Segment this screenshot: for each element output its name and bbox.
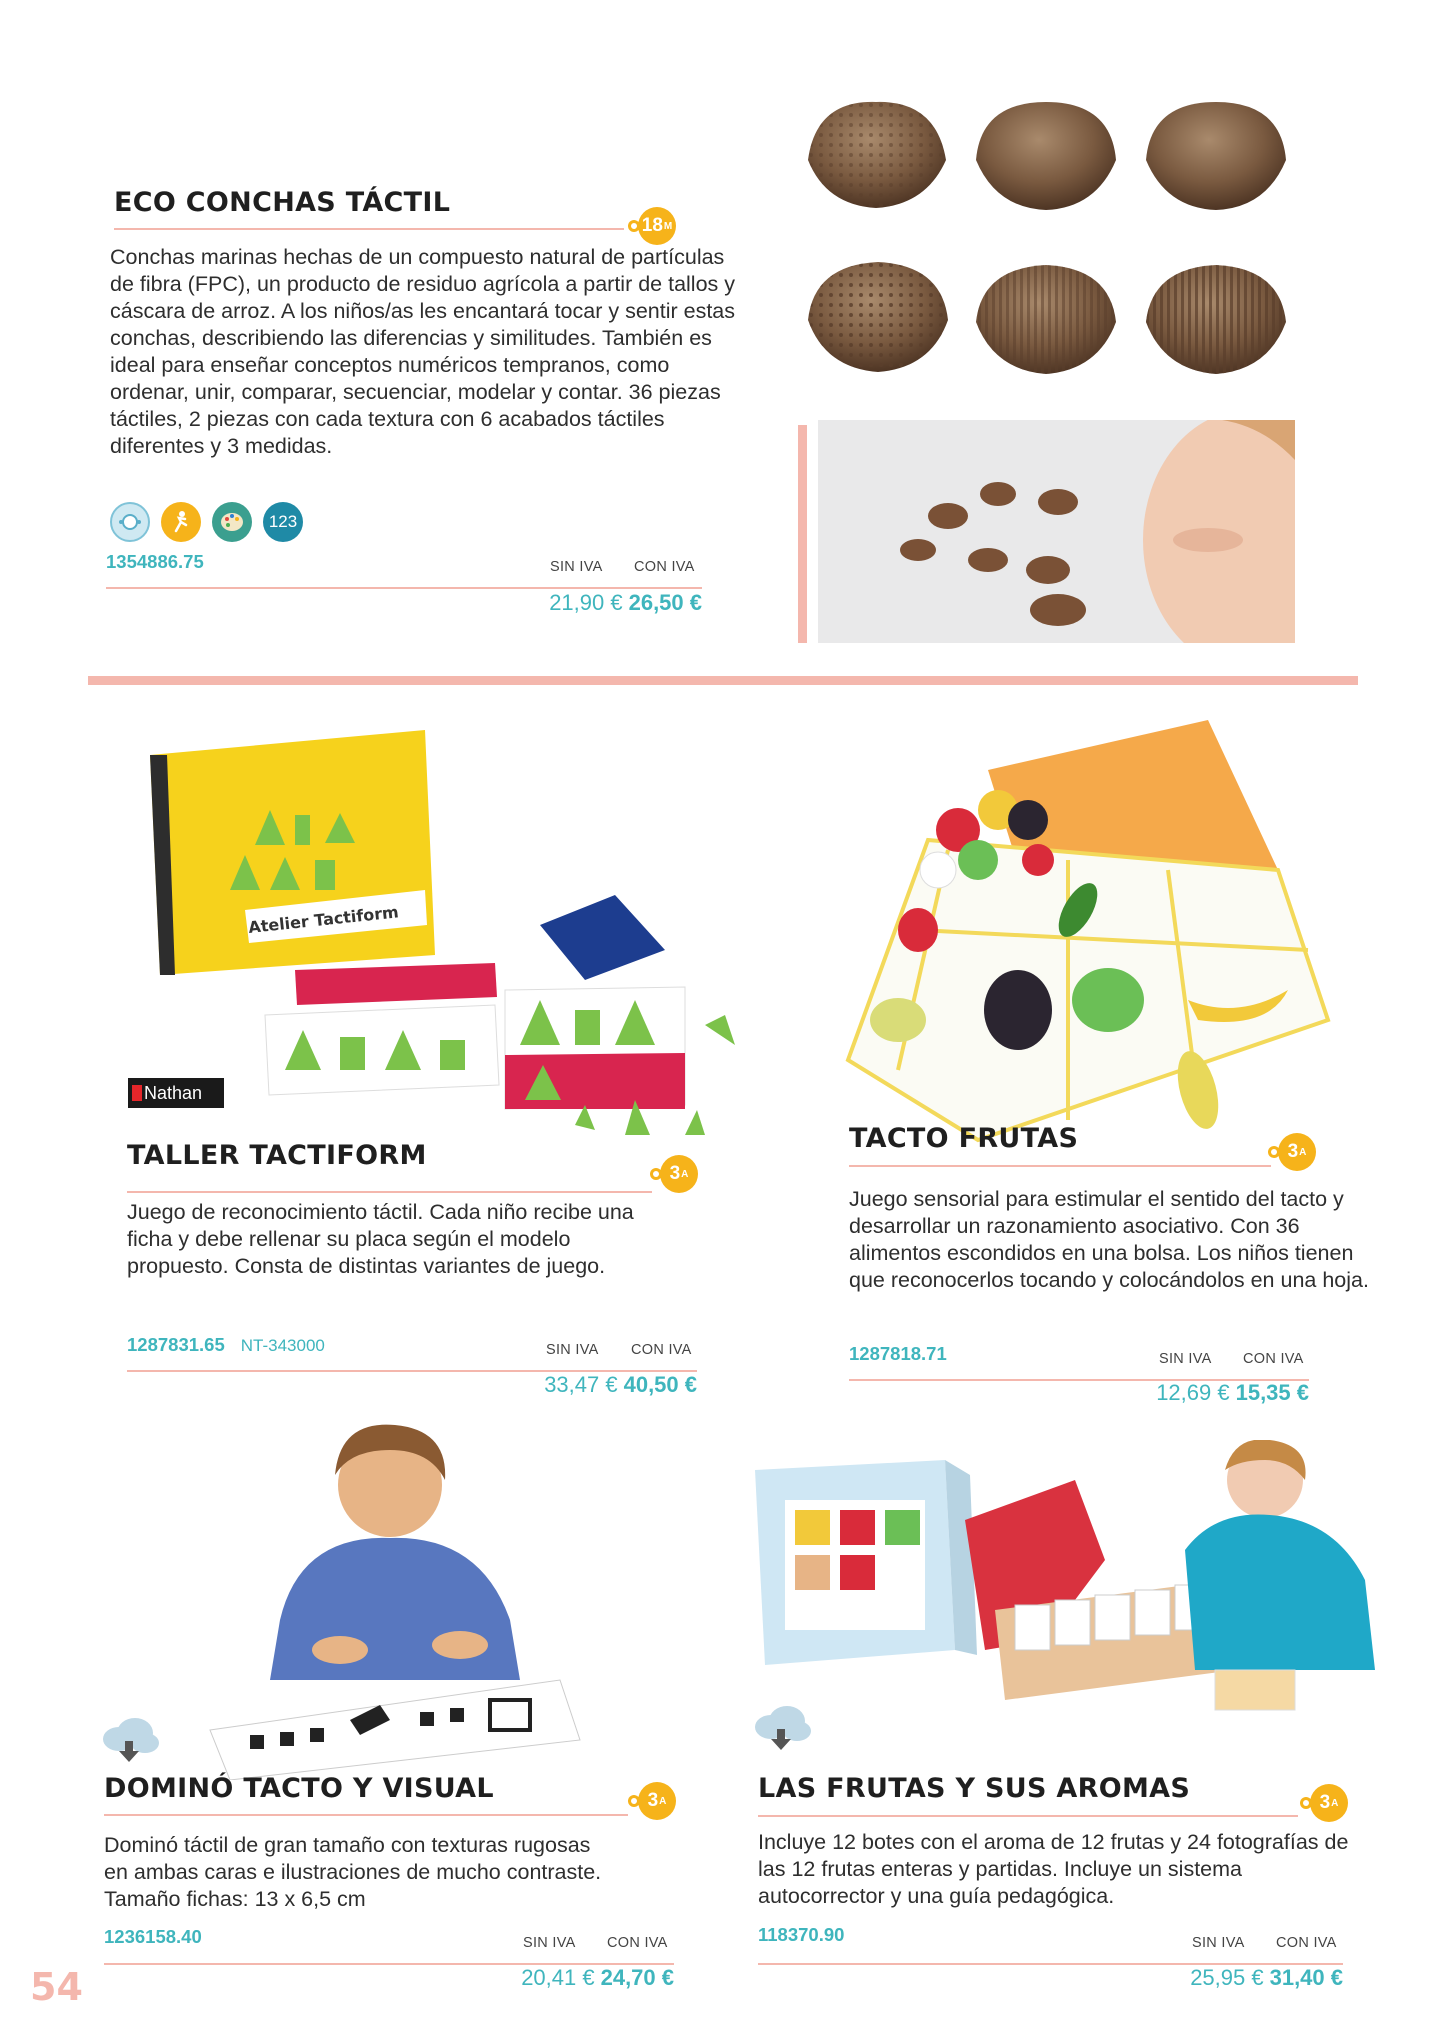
product-eco-conchas [0,0,1442,680]
price-con-iva: 15,35 € [1235,1380,1309,1405]
title-underline [849,1165,1271,1167]
product-title: TALLER TACTIFORM [127,1140,427,1171]
product-description: Dominó táctil de gran tamaño con texturas rugosas en ambas caras e ilustraciones de mucho contraste. Tamaño fichas: 13 x 6,5 cm [104,1833,602,1911]
price [395,1372,697,1398]
page-number: 54 [30,1965,83,2009]
product-taller-tactiform [0,700,800,1400]
tactiform-image [145,725,785,1145]
product-title: TACTO FRUTAS [849,1123,1079,1154]
price [1041,1965,1343,1991]
product-frutas-aromas [720,1400,1442,2040]
price-sin-iva: 25,95 € [1190,1965,1264,1990]
accent-bar [798,425,807,643]
title-underline [114,228,624,230]
price-con-iva: 31,40 € [1269,1965,1343,1990]
price-sin-iva: 12,69 € [1156,1380,1230,1405]
age-badge: 3 A [1300,1784,1348,1822]
product-ref: 1236158.40 [104,1926,202,1947]
product-ref: 1287818.71 [849,1343,947,1364]
product-title: LAS FRUTAS Y SUS AROMAS [758,1773,1191,1804]
tactile-icon [110,502,150,542]
con-iva-label: CON IVA [631,1342,692,1358]
feature-icons [110,502,303,542]
frutas-aromas-image [745,1440,1375,1750]
sin-iva-label: SIN IVA [1159,1351,1212,1367]
download-cloud-icon[interactable] [751,1703,813,1751]
tacto-frutas-image [838,720,1358,1150]
product-ref: 1287831.65 NT-343000 [127,1334,325,1355]
title-underline [758,1815,1298,1817]
domino-image [190,1420,590,1780]
con-iva-label: CON IVA [607,1935,668,1951]
title-underline [127,1191,652,1193]
product-title: ECO CONCHAS TÁCTIL [114,187,451,218]
shells-image [796,90,1296,400]
age-badge: 3 A [1268,1133,1316,1171]
product-description: Juego de reconocimiento táctil. Cada niño recibe una ficha y debe rellenar su placa según el modelo propuesto. Consta de distintas variantes de juego. [127,1200,634,1278]
age-badge: 18 M [628,207,676,245]
product-ref: 1354886.75 [106,551,204,572]
product-description: Conchas marinas hechas de un compuesto natural de partículas de fibra (FPC), un producto de residuo agrícola a partir de tallos y cáscara de arroz. A los niños/as les encantará tocar y sentir estas conchas, describiendo las diferencias y similitudes. También es ideal para enseñar conceptos numéricos tempranos, como ordenar, unir, comparar, secuenciar, modelar y contar. 36 piezas táctiles, 2 piezas con cada textura con 6 acabados táctiles diferentes y 3 medidas. [110,245,736,458]
age-badge: 3 A [628,1782,676,1820]
title-underline [104,1814,628,1816]
creativity-palette-icon [212,502,252,542]
sin-iva-label: SIN IVA [523,1935,576,1951]
child-shells-photo [818,420,1295,643]
price-con-iva: 40,50 € [623,1372,697,1397]
box-label: Atelier Tactiform [247,902,400,937]
age-badge: 3 A [650,1155,698,1193]
price-con-iva: 24,70 € [600,1965,674,1990]
product-tacto-frutas [800,700,1442,1405]
product-description: Juego sensorial para estimular el sentido del tacto y desarrollar un razonamiento asociativo. Con 36 alimentos escondidos en una bolsa. Los niños tienen que reconocerlos tocando y colocándolos en una hoja. [849,1187,1369,1292]
motor-skills-icon [161,502,201,542]
brand-logo: Nathan [128,1078,224,1108]
sin-iva-label: SIN IVA [546,1342,599,1358]
product-domino [0,1400,720,2040]
product-ref: 118370.90 [758,1924,845,1945]
product-description: Incluye 12 botes con el aroma de 12 frutas y 24 fotografías de las 12 frutas enteras y partidas. Incluye un sistema autocorrector y una guía pedagógica. [758,1830,1349,1908]
sin-iva-label: SIN IVA [550,559,603,575]
price-sin-iva: 20,41 € [521,1965,595,1990]
price [372,1965,674,1991]
con-iva-label: CON IVA [634,559,695,575]
price-divider [106,587,702,589]
product-ref-secondary: NT-343000 [240,1336,325,1355]
section-divider [88,676,1358,685]
numbers-123-icon: 123 [263,502,303,542]
sin-iva-label: SIN IVA [1192,1935,1245,1951]
product-title: DOMINÓ TACTO Y VISUAL [104,1773,494,1804]
con-iva-label: CON IVA [1243,1351,1304,1367]
con-iva-label: CON IVA [1276,1935,1337,1951]
price [400,590,702,616]
price-sin-iva: 21,90 € [549,590,623,615]
price-sin-iva: 33,47 € [544,1372,618,1397]
price-con-iva: 26,50 € [628,590,702,615]
download-cloud-icon[interactable] [99,1715,161,1763]
